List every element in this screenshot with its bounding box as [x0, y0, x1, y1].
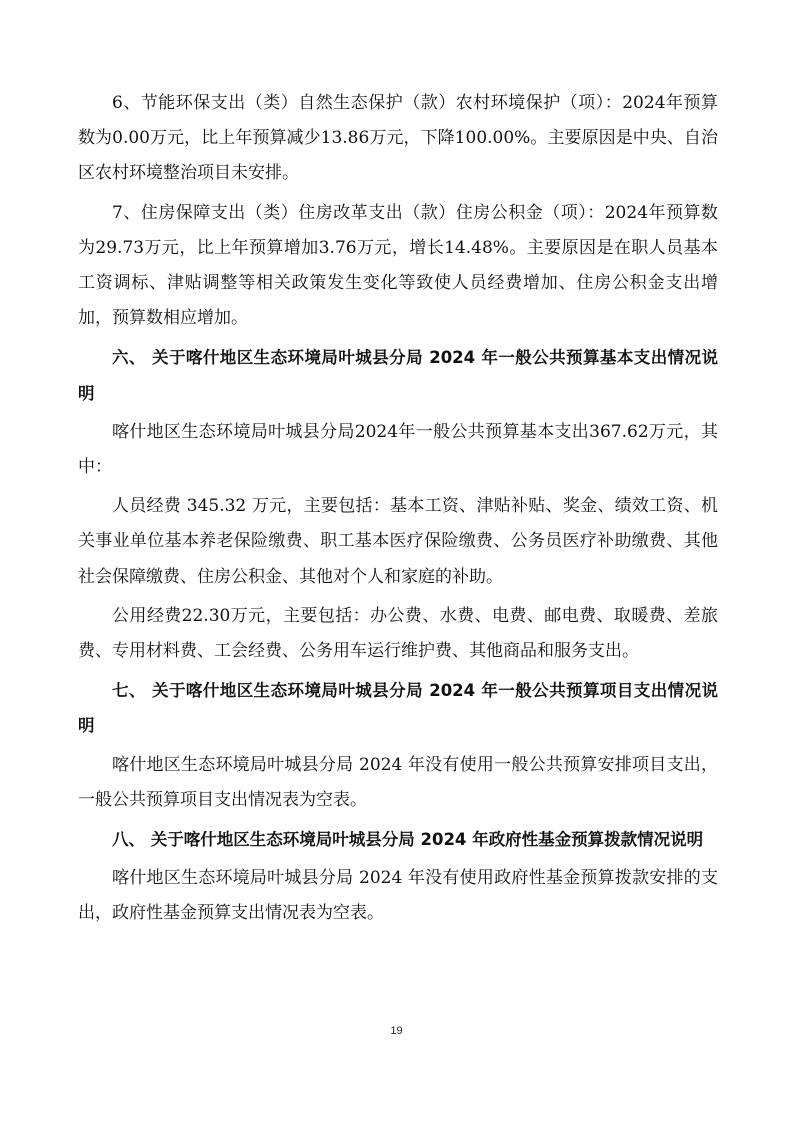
section-heading-8: 八、 关于喀什地区生态环境局叶城县分局 2024 年政府性基金预算拨款情况说明 — [112, 830, 704, 850]
section-heading-6: 六、 关于喀什地区生态环境局叶城县分局 2024 年一般公共预算基本支出情况说明 — [78, 348, 718, 403]
paragraph-personnel-expenses: 人员经费 345.32 万元，主要包括：基本工资、津贴补贴、奖金、绩效工资、机关事业单位基本养老保险缴费、职工基本医疗保险缴费、公务员医疗补助缴费、其他社会保障缴费、住房公积金、其他对个人和家庭的补助。 — [78, 496, 718, 587]
paragraph-7-housing-fund: 7、住房保障支出（类）住房改革支出（款）住房公积金（项）：2024年预算数为29.73万元，比上年预算增加3.76万元，增长14.48%。主要原因是在职人员基本工资调标、津贴调整等相关政策发生变化等致使人员经费增加、住房公积金支出增加，预算数相应增加。 — [78, 202, 718, 329]
paragraph-basic-expenditure: 喀什地区生态环境局叶城县分局2024年一般公共预算基本支出367.62万元，其中： — [78, 421, 718, 478]
paragraph-6-environmental-protection: 6、节能环保支出（类）自然生态保护（款）农村环境保护（项）：2024年预算数为0.00万元，比上年预算减少13.86万元，下降100.00%。主要原因是中央、自治区农村环境整治项目未安排。 — [78, 93, 718, 184]
document-body — [78, 86, 718, 932]
paragraph-public-expenses: 公用经费22.30万元，主要包括：办公费、水费、电费、邮电费、取暖费、差旅费、专用材料费、工会经费、公务用车运行维护费、其他商品和服务支出。 — [78, 605, 718, 662]
paragraph-project-expenditure: 喀什地区生态环境局叶城县分局 2024 年没有使用一般公共预算安排项目支出，一般公共预算项目支出情况表为空表。 — [78, 754, 718, 810]
section-heading-7: 七、 关于喀什地区生态环境局叶城县分局 2024 年一般公共预算项目支出情况说明 — [78, 681, 718, 736]
paragraph-government-fund: 喀什地区生态环境局叶城县分局 2024 年没有使用政府性基金预算拨款安排的支出，政府性基金预算支出情况表为空表。 — [78, 868, 718, 924]
page-number: 19 — [390, 1025, 403, 1037]
